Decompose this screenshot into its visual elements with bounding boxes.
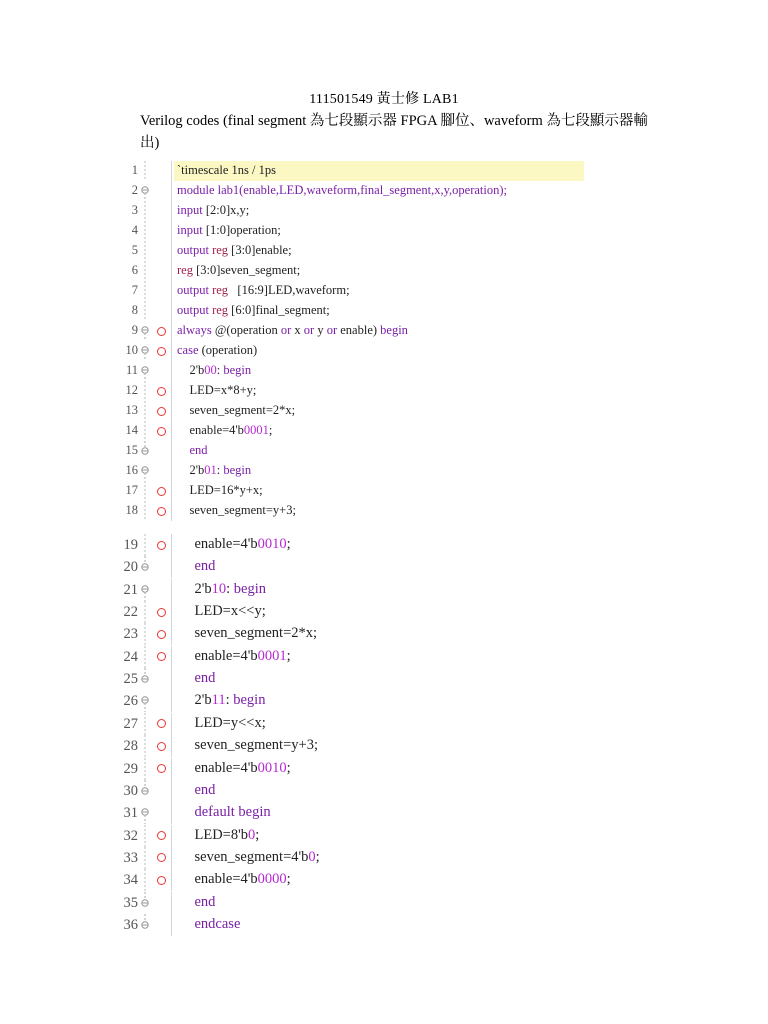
code-keyword: end [194, 670, 216, 687]
code-text [177, 403, 295, 418]
code-text [177, 223, 281, 238]
code-token: LED=16*y+x; [177, 483, 263, 497]
fold-guide [140, 534, 150, 556]
fold-guide [140, 161, 150, 181]
code-token: enable=4'b [180, 871, 258, 888]
breakpoint-marker-icon[interactable] [157, 719, 166, 728]
line-number: 26 [123, 693, 138, 710]
code-line [0, 825, 768, 847]
code-keyword: begin [223, 463, 252, 477]
breakpoint-marker-icon[interactable] [157, 831, 166, 840]
code-line [0, 646, 768, 668]
code-token [180, 782, 195, 798]
code-line [0, 802, 768, 824]
code-keyword: default begin [194, 804, 271, 821]
code-token: : [216, 463, 224, 477]
code-token [180, 804, 195, 820]
code-line [0, 892, 768, 914]
code-keyword: always [177, 323, 212, 337]
line-number: 10 [125, 343, 138, 357]
gutter-separator [171, 401, 172, 421]
line-number: 20 [123, 559, 138, 576]
code-line [0, 241, 768, 261]
code-number: 0001 [257, 647, 287, 664]
code-token [177, 443, 190, 457]
code-text [177, 383, 256, 398]
line-number: 9 [131, 323, 138, 337]
line-number: 6 [131, 263, 138, 277]
code-text [177, 423, 272, 438]
breakpoint-marker-icon[interactable] [157, 742, 166, 751]
code-text [180, 782, 215, 799]
code-line [0, 341, 768, 361]
code-line [0, 301, 768, 321]
code-text [180, 625, 317, 642]
gutter-separator [171, 579, 172, 601]
code-token: (operation) [198, 343, 258, 357]
fold-guide [140, 758, 150, 780]
code-line [0, 623, 768, 645]
fold-guide [140, 646, 150, 668]
code-token: x [291, 323, 304, 337]
fold-guide [140, 381, 150, 401]
fold-guide [140, 869, 150, 891]
code-number: 00 [204, 363, 217, 377]
line-number: 19 [123, 537, 138, 553]
fold-open-icon[interactable] [140, 461, 150, 481]
code-keyword: output [177, 283, 209, 297]
code-text [180, 670, 215, 687]
code-keyword: end [194, 558, 216, 575]
code-text [177, 443, 208, 458]
code-line [0, 461, 768, 481]
fold-guide [140, 401, 150, 421]
line-number: 18 [125, 503, 138, 517]
code-line [0, 758, 768, 780]
code-token: enable=4'b [180, 759, 258, 776]
gutter-separator [171, 241, 172, 261]
fold-guide [140, 221, 150, 241]
code-line [0, 481, 768, 501]
code-token [180, 894, 195, 910]
code-line [0, 201, 768, 221]
code-line [0, 161, 768, 181]
gutter-separator [171, 481, 172, 501]
code-token: 2'b [180, 580, 212, 597]
fold-guide [140, 481, 150, 501]
gutter-separator [171, 556, 172, 578]
line-number: 12 [125, 383, 138, 397]
gutter-separator [171, 221, 172, 241]
gutter-separator [171, 892, 172, 914]
fold-guide [140, 825, 150, 847]
line-number: 16 [125, 463, 138, 477]
line-number: 32 [123, 827, 138, 844]
code-token: ; [286, 536, 291, 552]
fold-open-icon[interactable] [140, 341, 150, 361]
code-token: ; [286, 647, 291, 664]
code-text [177, 243, 292, 258]
gutter-separator [171, 181, 172, 201]
code-token: : [225, 692, 234, 709]
line-number: 29 [123, 760, 138, 777]
line-number: 36 [123, 916, 138, 933]
code-token: : [216, 363, 224, 377]
line-number: 23 [123, 626, 138, 643]
fold-close-icon[interactable] [140, 780, 150, 802]
fold-guide [140, 201, 150, 221]
line-number: 28 [123, 738, 138, 755]
code-text [180, 648, 291, 665]
gutter-separator [171, 914, 172, 936]
line-number: 14 [125, 423, 138, 437]
breakpoint-marker-icon[interactable] [157, 876, 166, 885]
line-number: 24 [123, 648, 138, 665]
gutter-separator [171, 802, 172, 824]
code-line [0, 690, 768, 712]
gutter-separator [171, 869, 172, 891]
code-text [177, 503, 296, 518]
code-line [0, 780, 768, 802]
gutter-separator [171, 301, 172, 321]
fold-open-icon[interactable] [140, 690, 150, 712]
code-token: ; [286, 759, 291, 776]
gutter-separator [171, 201, 172, 221]
gutter-separator [171, 668, 172, 690]
breakpoint-marker-icon[interactable] [157, 327, 166, 336]
code-token: enable=4'b [180, 647, 258, 664]
code-line [0, 501, 768, 521]
code-line [0, 261, 768, 281]
code-number: 10 [211, 580, 227, 597]
code-token: 2'b [177, 363, 205, 377]
code-token: ; [255, 826, 260, 843]
code-token: enable=4'b [177, 423, 244, 437]
code-token: enable=4'b [180, 536, 258, 552]
gutter-separator [171, 501, 172, 521]
code-text [180, 894, 215, 911]
line-number: 5 [131, 243, 138, 257]
fold-close-icon[interactable] [140, 668, 150, 690]
code-token: y [314, 323, 327, 337]
code-keyword: begin [380, 323, 408, 337]
code-token: LED=x<<y; [180, 603, 266, 620]
code-line [0, 847, 768, 869]
gutter-separator [171, 623, 172, 645]
code-text [180, 692, 265, 709]
fold-open-icon[interactable] [140, 361, 150, 381]
code-text [180, 603, 266, 620]
fold-open-icon[interactable] [140, 321, 150, 341]
gutter-separator [171, 713, 172, 735]
code-token: @(operation [211, 323, 281, 337]
code-line [0, 441, 768, 461]
code-text [177, 183, 507, 198]
code-line [0, 321, 768, 341]
fold-guide [140, 601, 150, 623]
code-text [177, 303, 330, 318]
code-token: 2'b [177, 463, 205, 477]
code-text [177, 343, 257, 358]
code-text [180, 581, 266, 598]
code-keyword: end [189, 443, 208, 457]
line-number: 33 [123, 849, 138, 866]
code-line [0, 421, 768, 441]
breakpoint-marker-icon[interactable] [157, 487, 166, 496]
code-keyword: reg [177, 263, 193, 277]
code-token [180, 670, 195, 686]
code-text [180, 760, 291, 777]
line-number: 4 [131, 223, 138, 237]
fold-guide [140, 241, 150, 261]
breakpoint-marker-icon[interactable] [157, 347, 166, 356]
code-text [177, 163, 276, 178]
code-token: ; [315, 848, 320, 865]
code-line [0, 281, 768, 301]
code-keyword: output [177, 303, 209, 317]
line-number: 34 [123, 872, 138, 889]
breakpoint-marker-icon[interactable] [157, 507, 166, 516]
gutter-separator [171, 534, 172, 556]
fold-guide [140, 847, 150, 869]
gutter-separator [171, 461, 172, 481]
code-token: ; [286, 871, 291, 888]
code-keyword: or [280, 323, 292, 337]
code-number: 0010 [257, 536, 287, 552]
code-text [180, 715, 266, 732]
code-line [0, 221, 768, 241]
line-number: 7 [131, 283, 138, 297]
code-token: seven_segment=y+3; [180, 737, 318, 754]
breakpoint-marker-icon[interactable] [157, 387, 166, 396]
line-number: 22 [123, 604, 138, 621]
code-text [180, 849, 320, 866]
code-keyword: or [326, 323, 338, 337]
gutter-separator [171, 825, 172, 847]
code-token [180, 916, 195, 932]
fold-guide [140, 713, 150, 735]
code-text [177, 323, 408, 338]
code-text [177, 263, 300, 278]
line-number: 27 [123, 715, 138, 732]
fold-open-icon[interactable] [140, 181, 150, 201]
code-keyword: input [177, 223, 203, 237]
code-line [0, 713, 768, 735]
breakpoint-marker-icon[interactable] [157, 541, 166, 550]
code-keyword: end [194, 781, 216, 798]
code-number: 0000 [257, 871, 287, 888]
code-text [180, 558, 215, 575]
code-line [0, 668, 768, 690]
gutter-separator [171, 780, 172, 802]
code-line [0, 579, 768, 601]
fold-guide [140, 301, 150, 321]
code-line [0, 601, 768, 623]
breakpoint-marker-icon[interactable] [157, 764, 166, 773]
gutter-separator [171, 646, 172, 668]
code-token: seven_segment=4'b [180, 848, 309, 865]
code-number: 01 [204, 463, 217, 477]
code-keyword: case [177, 343, 199, 357]
fold-guide [140, 735, 150, 757]
code-token: seven_segment=2*x; [180, 625, 318, 642]
code-token: LED=y<<x; [180, 714, 266, 731]
code-line [0, 556, 768, 578]
code-keyword: begin [233, 692, 266, 709]
fold-close-icon[interactable] [140, 441, 150, 461]
code-text [180, 804, 271, 821]
gutter-separator [171, 847, 172, 869]
code-token: 2'b [180, 692, 212, 709]
code-text [177, 363, 251, 378]
code-token: : [226, 580, 234, 597]
code-keyword: input [177, 203, 203, 217]
code-text [177, 483, 263, 498]
code-keyword: reg [212, 243, 229, 257]
code-line [0, 381, 768, 401]
gutter-separator [171, 690, 172, 712]
code-token: [16:9]LED,waveform; [228, 283, 350, 297]
code-keyword: or [303, 323, 315, 337]
fold-guide [140, 501, 150, 521]
code-line [0, 181, 768, 201]
breakpoint-marker-icon[interactable] [157, 608, 166, 617]
code-text [180, 737, 318, 754]
fold-guide [140, 623, 150, 645]
code-number: 0 [247, 826, 256, 843]
gutter-separator [171, 321, 172, 341]
fold-close-icon[interactable] [140, 914, 150, 936]
code-number: 0010 [257, 759, 287, 776]
code-text [180, 536, 291, 553]
code-token: [1:0]operation; [202, 223, 281, 237]
page-title: 111501549 黃士修 LAB1 [309, 92, 459, 107]
code-token: LED=x*8+y; [177, 383, 257, 397]
gutter-separator [171, 758, 172, 780]
gutter-separator [171, 161, 172, 181]
gutter-separator [171, 735, 172, 757]
code-token: `timescale 1ns / 1ps [177, 163, 276, 177]
code-number: 0001 [243, 423, 269, 437]
breakpoint-marker-icon[interactable] [157, 407, 166, 416]
line-number: 3 [131, 203, 138, 217]
line-number: 1 [131, 163, 138, 177]
code-token: [3:0]enable; [228, 243, 292, 257]
code-line [0, 914, 768, 936]
line-number: 2 [131, 183, 138, 197]
code-token: ; [268, 423, 273, 437]
breakpoint-marker-icon[interactable] [157, 853, 166, 862]
gutter-separator [171, 421, 172, 441]
code-text [180, 871, 291, 888]
line-number: 31 [123, 805, 138, 822]
code-keyword: begin [233, 580, 266, 597]
breakpoint-marker-icon[interactable] [157, 630, 166, 639]
code-line [0, 869, 768, 891]
line-number: 30 [123, 782, 138, 799]
code-token: seven_segment=2*x; [177, 403, 296, 417]
line-number: 35 [123, 894, 138, 911]
gutter-separator [171, 361, 172, 381]
code-keyword: module lab1(enable,LED,waveform,final_segment,x,y,operation); [177, 183, 507, 197]
code-token: seven_segment=y+3; [177, 503, 296, 517]
breakpoint-marker-icon[interactable] [157, 427, 166, 436]
fold-open-icon[interactable] [140, 579, 150, 601]
code-keyword: reg [212, 283, 229, 297]
code-keyword: output [177, 243, 209, 257]
code-keyword: begin [223, 363, 252, 377]
code-text [177, 463, 251, 478]
code-line [0, 401, 768, 421]
code-text [177, 283, 350, 298]
gutter-separator [171, 341, 172, 361]
code-keyword: endcase [194, 915, 241, 932]
gutter-separator [171, 261, 172, 281]
line-number: 15 [125, 443, 138, 457]
gutter-separator [171, 381, 172, 401]
code-token: enable) [337, 323, 381, 337]
code-token: [3:0]seven_segment; [192, 263, 301, 277]
line-number: 21 [123, 581, 138, 598]
code-token: LED=8'b [180, 826, 248, 843]
code-line [0, 735, 768, 757]
fold-guide [140, 421, 150, 441]
code-keyword: reg [212, 303, 229, 317]
line-number: 25 [123, 671, 138, 688]
code-token: [6:0]final_segment; [228, 303, 330, 317]
gutter-separator [171, 281, 172, 301]
code-token [180, 558, 195, 574]
code-line [0, 534, 768, 556]
code-number: 11 [211, 692, 226, 709]
code-token: [2:0]x,y; [202, 203, 250, 217]
fold-open-icon[interactable] [140, 802, 150, 824]
breakpoint-marker-icon[interactable] [157, 652, 166, 661]
fold-close-icon[interactable] [140, 892, 150, 914]
line-number: 17 [125, 483, 138, 497]
code-line [0, 361, 768, 381]
code-text [180, 916, 240, 933]
gutter-separator [171, 441, 172, 461]
code-keyword: end [194, 893, 216, 910]
code-text [180, 827, 259, 844]
gutter-separator [171, 601, 172, 623]
fold-guide [140, 261, 150, 281]
line-number: 8 [131, 303, 138, 317]
page-description: Verilog codes (final segment 為七段顯示器 FPGA 腳位、waveform 為七段顯示器輸出) [140, 113, 648, 151]
code-number: 0 [308, 848, 316, 865]
code-text [177, 203, 249, 218]
line-number: 11 [125, 363, 138, 377]
line-number: 13 [125, 403, 138, 417]
fold-close-icon[interactable] [140, 556, 150, 578]
fold-guide [140, 281, 150, 301]
